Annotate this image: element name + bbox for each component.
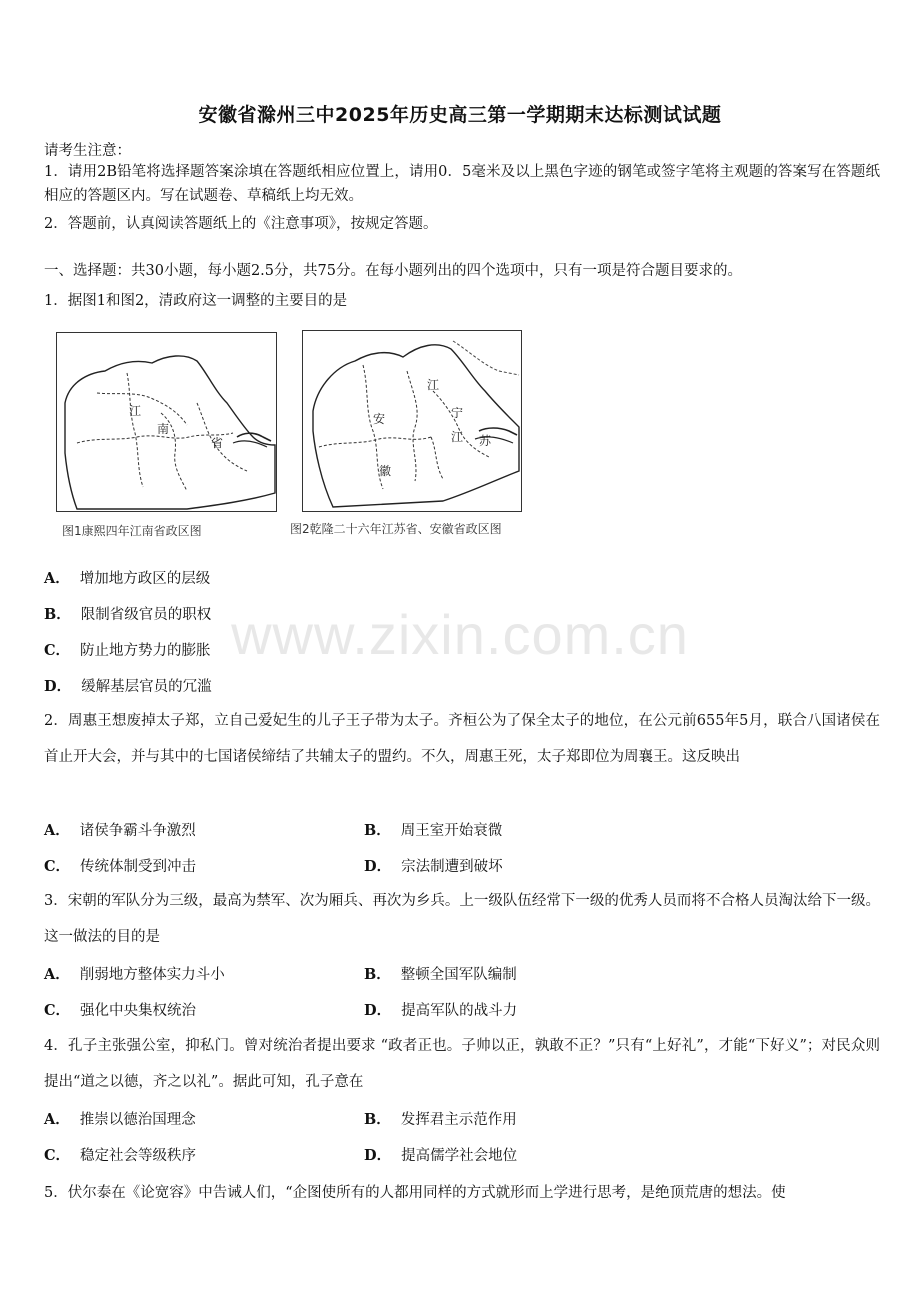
- notice-item-1: 1．请用2B铅笔将选择题答案涂填在答题纸相应位置上，请用0．5毫米及以上黑色字迹的钢笔或签字笔将主观题的答案写在答题纸相应的答题区内。写在试题卷、草稿纸上均无效。: [44, 164, 880, 204]
- q1-option-b[interactable]: B． 限制省级官员的职权: [44, 606, 212, 623]
- q4-option-b[interactable]: B． 发挥君主示范作用: [364, 1111, 517, 1128]
- map-jiangnan-drawing: [57, 333, 276, 511]
- q2-option-b[interactable]: B． 周王室开始衰微: [364, 822, 503, 839]
- section-heading: 一、选择题：共30小题，每小题2.5分，共75分。在每小题列出的四个选项中，只有一项是符合题目要求的。: [44, 263, 742, 279]
- q3-option-c[interactable]: C． 强化中央集权统治: [44, 1002, 197, 1019]
- map2-label-hui: 徽: [379, 464, 392, 478]
- q1-stem: 1．据图1和图2，清政府这一调整的主要目的是: [44, 293, 348, 309]
- q3-option-a[interactable]: A． 削弱地方整体实力斗小: [44, 966, 225, 983]
- q1-option-d[interactable]: D． 缓解基层官员的冗滥: [44, 678, 212, 695]
- notice-item-2: 2．答题前，认真阅读答题纸上的《注意事项》，按规定答题。: [44, 216, 438, 232]
- map-jiangnan: [56, 332, 277, 512]
- map2-label-jiang-2: 江: [451, 430, 464, 444]
- notice-heading: 请考生注意：: [44, 143, 131, 159]
- q1-option-c[interactable]: C． 防止地方势力的膨胀: [44, 642, 211, 659]
- map1-label-nan: 南: [157, 422, 170, 436]
- map2-label-an: 安: [373, 412, 386, 426]
- map2-label-su: 苏: [479, 434, 492, 448]
- q5-stem: 5．伏尔泰在《论宽容》中告诫人们，“企图使所有的人都用同样的方式就形而上学进行思考，是绝顶荒唐的想法。使: [44, 1185, 786, 1201]
- q4-option-a[interactable]: A． 推崇以德治国理念: [44, 1111, 196, 1128]
- map1-label-sheng: 省: [211, 436, 224, 450]
- q4-option-d[interactable]: D． 提高儒学社会地位: [364, 1147, 518, 1164]
- map1-label-jiang: 江: [129, 404, 142, 418]
- map-jiangsu-anhui: [302, 330, 522, 512]
- q2-option-c[interactable]: C． 传统体制受到冲击: [44, 858, 197, 875]
- fig1-caption: 图1康熙四年江南省政区图: [62, 524, 202, 538]
- q4-stem: 4．孔子主张强公室，抑私门。曾对统治者提出要求 “政者正也。子帅以正，孰敢不正？”只有“上好礼”，才能“下好义”；对民众则提出“道之以德，齐之以礼”。据此可知，孔子意在: [44, 1038, 880, 1090]
- q1-option-a[interactable]: A． 增加地方政区的层级: [44, 570, 211, 587]
- page-title: 安徽省滁州三中2025年历史高三第一学期期末达标测试试题: [198, 104, 722, 126]
- q2-stem: 2．周惠王想废掉太子郑，立自己爱妃生的儿子王子带为太子。齐桓公为了保全太子的地位，在公元前655年5月，联合八国诸侯在首止开大会，并与其中的七国诸侯缔结了共辅太子的盟约。不久，周惠王死，太子郑即位为周襄王。这反映出: [44, 713, 880, 765]
- q3-stem: 3．宋朝的军队分为三级，最高为禁军、次为厢兵、再次为乡兵。上一级队伍经常下一级的优秀人员而将不合格人员淘汰给下一级。这一做法的目的是: [44, 893, 880, 945]
- q2-option-a[interactable]: A． 诸侯争霸斗争激烈: [44, 822, 196, 839]
- map-jiangsu-anhui-drawing: [303, 331, 521, 511]
- map2-label-ning: 宁: [451, 406, 464, 420]
- q4-option-c[interactable]: C． 稳定社会等级秩序: [44, 1147, 197, 1164]
- fig2-caption: 图2乾隆二十六年江苏省、安徽省政区图: [290, 522, 502, 536]
- q3-option-d[interactable]: D． 提高军队的战斗力: [364, 1002, 518, 1019]
- q2-option-d[interactable]: D． 宗法制遭到破坏: [364, 858, 503, 875]
- map2-label-jiang: 江: [427, 378, 440, 392]
- watermark: www.zixin.com.cn: [231, 603, 689, 666]
- q3-option-b[interactable]: B． 整顿全国军队编制: [364, 966, 517, 983]
